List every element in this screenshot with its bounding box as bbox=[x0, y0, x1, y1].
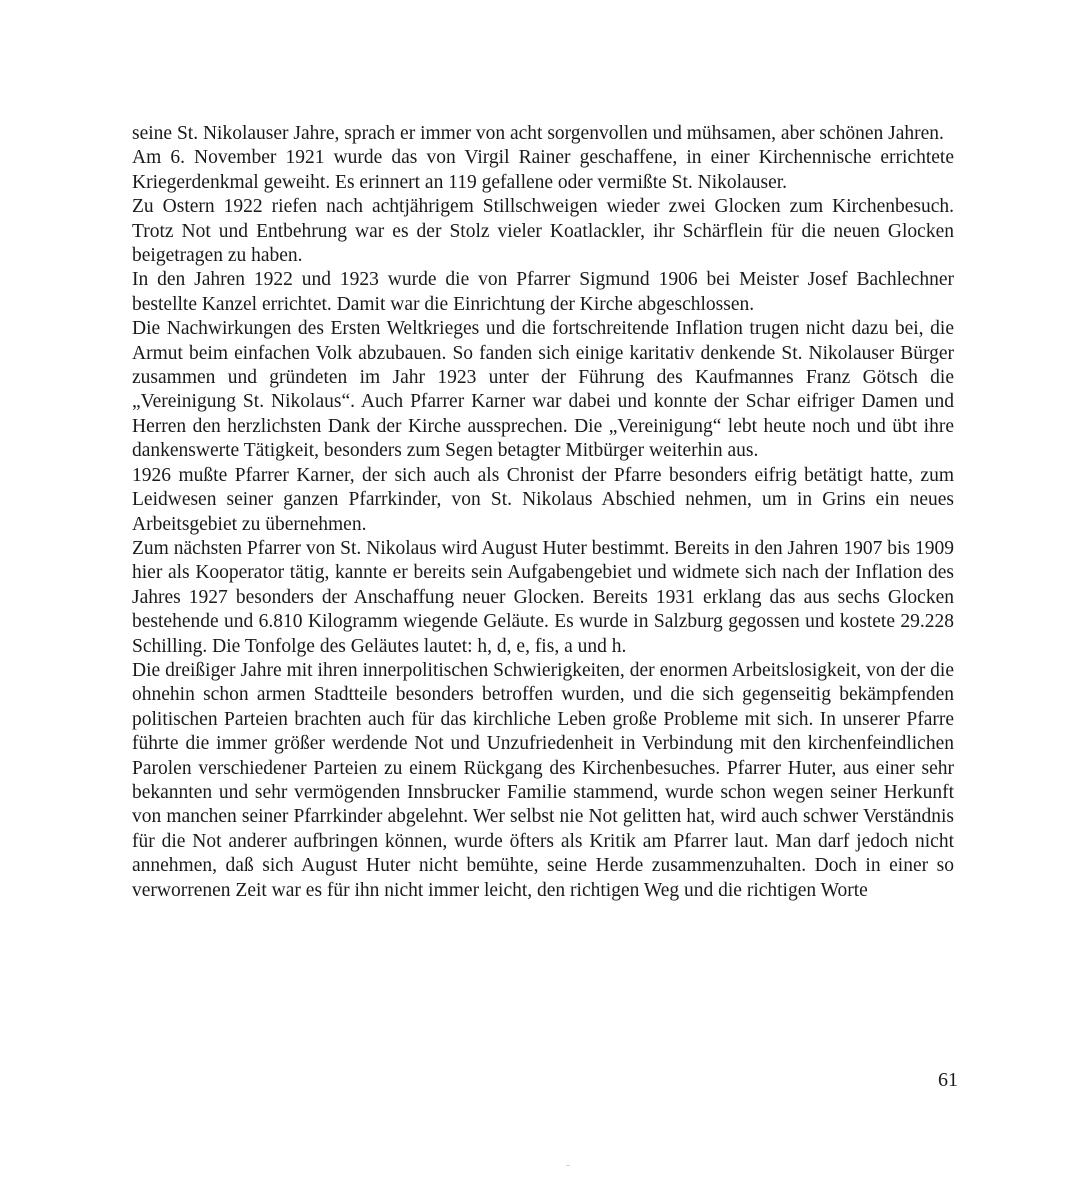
body-text bbox=[132, 122, 954, 903]
paragraph-6: 1926 mußte Pfarrer Karner, der sich auch als Chronist der Pfarre besonders eifrig betätigt hatte, zum Leidwesen seiner ganzen Pfarrkinder, von St. Nikolaus Abschied nehmen, um in Grins ein neues Arbeitsgebiet zu übernehmen. bbox=[132, 464, 954, 535]
paragraph-8: Die dreißiger Jahre mit ihren innerpolitischen Schwierigkeiten, der enormen Arbeitslosigkeit, von der die ohnehin schon armen Stadtteile besonders betroffen wurden, und die sich gegenseitig bekämpfenden politischen Parteien brachten auch für das kirchliche Leben große Probleme mit sich. In unserer Pfarre führte die immer größer werdende Not und Unzufriedenheit in Verbindung mit den kirchenfeindlichen Parolen verschiedener Parteien zu einem Rückgang des Kirchenbesuches. Pfarrer Huter, aus einer sehr bekannten und sehr vermögenden Innsbrucker Familie stammend, wurde schon wegen seiner Herkunft von manchen seiner Pfarrkinder abgelehnt. Wer selbst nie Not gelitten hat, wird auch schwer Verständnis für die Not anderer aufbringen können, wurde öfters als Kritik am Pfarrer laut. Man darf jedoch nicht annehmen, daß sich August Huter nicht bemühte, seine Herde zusammenzuhalten. Doch in einer so verworrenen Zeit war es für ihn nicht immer leicht, den richtigen Weg und die richtigen Worte bbox=[132, 659, 954, 901]
paragraph-2: Am 6. November 1921 wurde das von Virgil Rainer geschaffene, in einer Kirchennische errichtete Kriegerdenkmal geweiht. Es erinnert an 119 gefallene oder vermißte St. Nikolauser. bbox=[132, 147, 954, 193]
scan-speck bbox=[566, 1165, 570, 1166]
paragraph-1: seine St. Nikolauser Jahre, sprach er immer von acht sorgenvollen und mühsamen, aber schönen Jahren. bbox=[132, 123, 944, 144]
paragraph-5: Die Nachwirkungen des Ersten Weltkrieges und die fortschreitende Inflation trugen nicht dazu bei, die Armut beim einfachen Volk abzubauen. So fanden sich einige karitativ denkende St. Nikolauser Bürger zusammen und gründeten im Jahr 1923 unter der Führung des Kaufmannes Franz Götsch die „Vereinigung St. Nikolaus“. Auch Pfarrer Karner war dabei und konnte der Schar eifriger Damen und Herren den herzlichsten Dank der Kirche aussprechen. Die „Vereinigung“ lebt heute noch und übt ihre dankenswerte Tätigkeit, besonders zum Segen betagter Mitbürger weiterhin aus. bbox=[132, 318, 954, 462]
paragraph-3: Zu Ostern 1922 riefen nach achtjährigem Stillschweigen wieder zwei Glocken zum Kirchenbesuch. Trotz Not und Entbehrung war es der Stolz vieler Koatlackler, ihr Schärflein für die neuen Glocken beigetragen zu haben. bbox=[132, 196, 954, 267]
paragraph-4: In den Jahren 1922 und 1923 wurde die von Pfarrer Sigmund 1906 bei Meister Josef Bachlechner bestellte Kanzel errichtet. Damit war die Einrichtung der Kirche abgeschlossen. bbox=[132, 269, 954, 315]
page-number: 61 bbox=[938, 1069, 958, 1091]
paragraph-7: Zum nächsten Pfarrer von St. Nikolaus wird August Huter bestimmt. Bereits in den Jahren 1907 bis 1909 hier als Kooperator tätig, kannte er bereits sein Aufgabengebiet und widmete sich nach der Inflation des Jahres 1927 besonders der Anschaffung neuer Glocken. Bereits 1931 erklang das aus sechs Glocken bestehende und 6.810 Kilogramm wiegende Geläute. Es wurde in Salzburg gegossen und kostete 29.228 Schilling. Die Tonfolge des Geläutes lautet: h, d, e, fis, a und h. bbox=[132, 537, 954, 657]
